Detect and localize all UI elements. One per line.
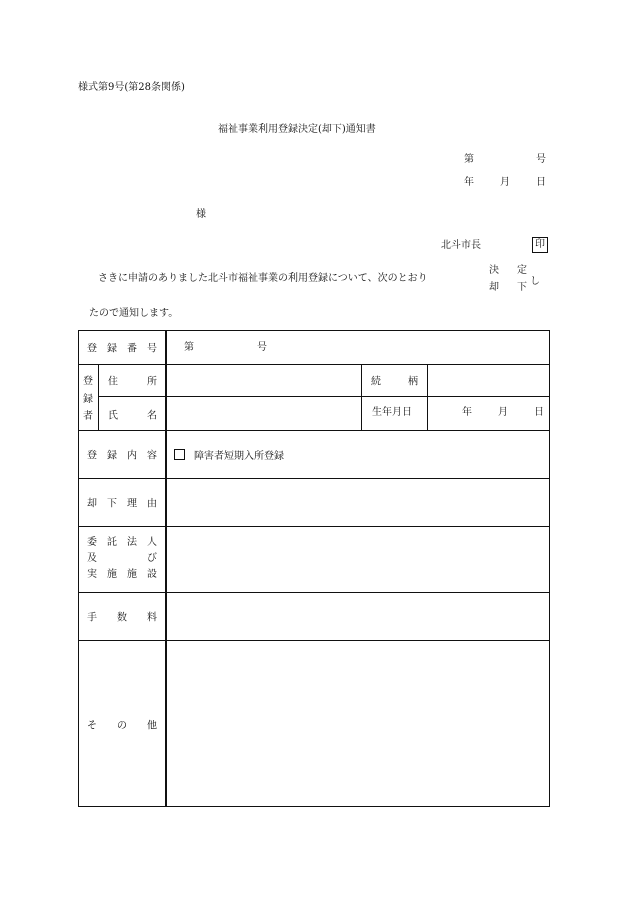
- decide-option: [489, 266, 527, 276]
- reject-reason-label: [78, 478, 165, 526]
- relation-label: [362, 364, 427, 396]
- consign-label-line: [87, 538, 157, 548]
- name-label: [99, 397, 165, 430]
- decide-char: 定: [517, 265, 527, 276]
- label-char: 続: [371, 376, 381, 388]
- label-char: 録: [107, 450, 117, 462]
- reject-char: 却: [489, 282, 499, 293]
- label-char: 理: [127, 498, 137, 510]
- label-char: 登: [87, 450, 97, 462]
- other-label: [78, 640, 165, 807]
- consign-field[interactable]: [167, 527, 549, 592]
- label-char: 録: [83, 393, 93, 405]
- reject-option: [489, 283, 527, 293]
- form-number: 様式第9号(第28条関係): [78, 82, 185, 93]
- label-char: 委: [87, 537, 97, 548]
- label-char: 名: [147, 410, 157, 421]
- checkbox[interactable]: [174, 449, 185, 460]
- label-char: 者: [83, 411, 93, 422]
- label-char: 由: [147, 498, 157, 510]
- dob-day: 日: [534, 407, 544, 418]
- label-char: 実: [87, 569, 97, 580]
- fee-label: [78, 592, 165, 640]
- issue-number-prefix: 第: [464, 154, 474, 165]
- label-char: 氏: [108, 410, 118, 421]
- label-char: 手: [87, 612, 97, 624]
- dob-year: 年: [462, 407, 472, 418]
- reg-number-prefix: 第: [184, 342, 194, 353]
- date-year: 年: [464, 177, 474, 188]
- recipient-honorific: 様: [196, 209, 206, 220]
- issue-number-suffix: 号: [536, 154, 546, 165]
- label-char: び: [147, 553, 157, 564]
- label-char: 号: [147, 343, 157, 355]
- address-field[interactable]: [167, 365, 361, 396]
- date-day: 日: [536, 177, 546, 188]
- label-char: 所: [147, 376, 157, 388]
- decide-char: 決: [489, 265, 499, 276]
- issuer-name: 北斗市長: [441, 240, 481, 251]
- name-field[interactable]: [167, 397, 361, 430]
- intro-line-2: たので通知します。: [89, 308, 179, 319]
- label-char: 料: [147, 612, 157, 624]
- label-char: 設: [147, 569, 157, 580]
- label-char: 登: [83, 376, 93, 387]
- label-char: 容: [147, 450, 157, 462]
- reject-char: 下: [517, 282, 527, 293]
- content-value: 障害者短期入所登録: [194, 451, 284, 462]
- registrant-label: [78, 372, 98, 422]
- label-char: 人: [147, 537, 157, 548]
- label-char: 施: [107, 569, 117, 580]
- label-char: 下: [107, 498, 117, 510]
- relation-field[interactable]: [428, 365, 549, 396]
- reject-reason-field[interactable]: [167, 479, 549, 526]
- label-char: そ: [87, 720, 97, 731]
- label-char: の: [117, 720, 127, 731]
- label-char: 番: [127, 343, 137, 355]
- label-char: 数: [117, 612, 127, 624]
- document-title: 福祉事業利用登録決定(却下)通知書: [218, 124, 376, 135]
- reg-number-label: [78, 330, 165, 364]
- label-char: 登: [87, 343, 97, 355]
- label-char: 内: [127, 450, 137, 462]
- dob-month: 月: [498, 407, 508, 418]
- address-label: [99, 364, 165, 396]
- reg-number-suffix: 号: [257, 342, 267, 353]
- label-char: 録: [107, 343, 117, 355]
- intro-line-1-end: し: [530, 276, 540, 287]
- date-month: 月: [500, 177, 510, 188]
- consign-label-line: [87, 570, 157, 580]
- content-option[interactable]: [174, 449, 284, 462]
- content-label: [78, 430, 165, 478]
- label-char: 却: [87, 498, 97, 510]
- intro-line-1: さきに申請のありました北斗市福祉事業の利用登録について、次のとおり: [98, 273, 428, 284]
- label-char: 他: [147, 720, 157, 731]
- label-char: 施: [127, 569, 137, 580]
- label-char: 法: [127, 537, 137, 548]
- other-field[interactable]: [167, 641, 549, 806]
- consign-label-line: [87, 554, 157, 564]
- consign-label: [78, 526, 165, 592]
- dob-label: 生年月日: [372, 407, 412, 418]
- label-char: 託: [107, 537, 117, 548]
- label-char: 及: [87, 553, 97, 564]
- fee-field[interactable]: [167, 593, 549, 640]
- label-char: 住: [108, 376, 118, 388]
- label-char: 柄: [408, 376, 418, 388]
- seal-mark: 印: [532, 237, 548, 253]
